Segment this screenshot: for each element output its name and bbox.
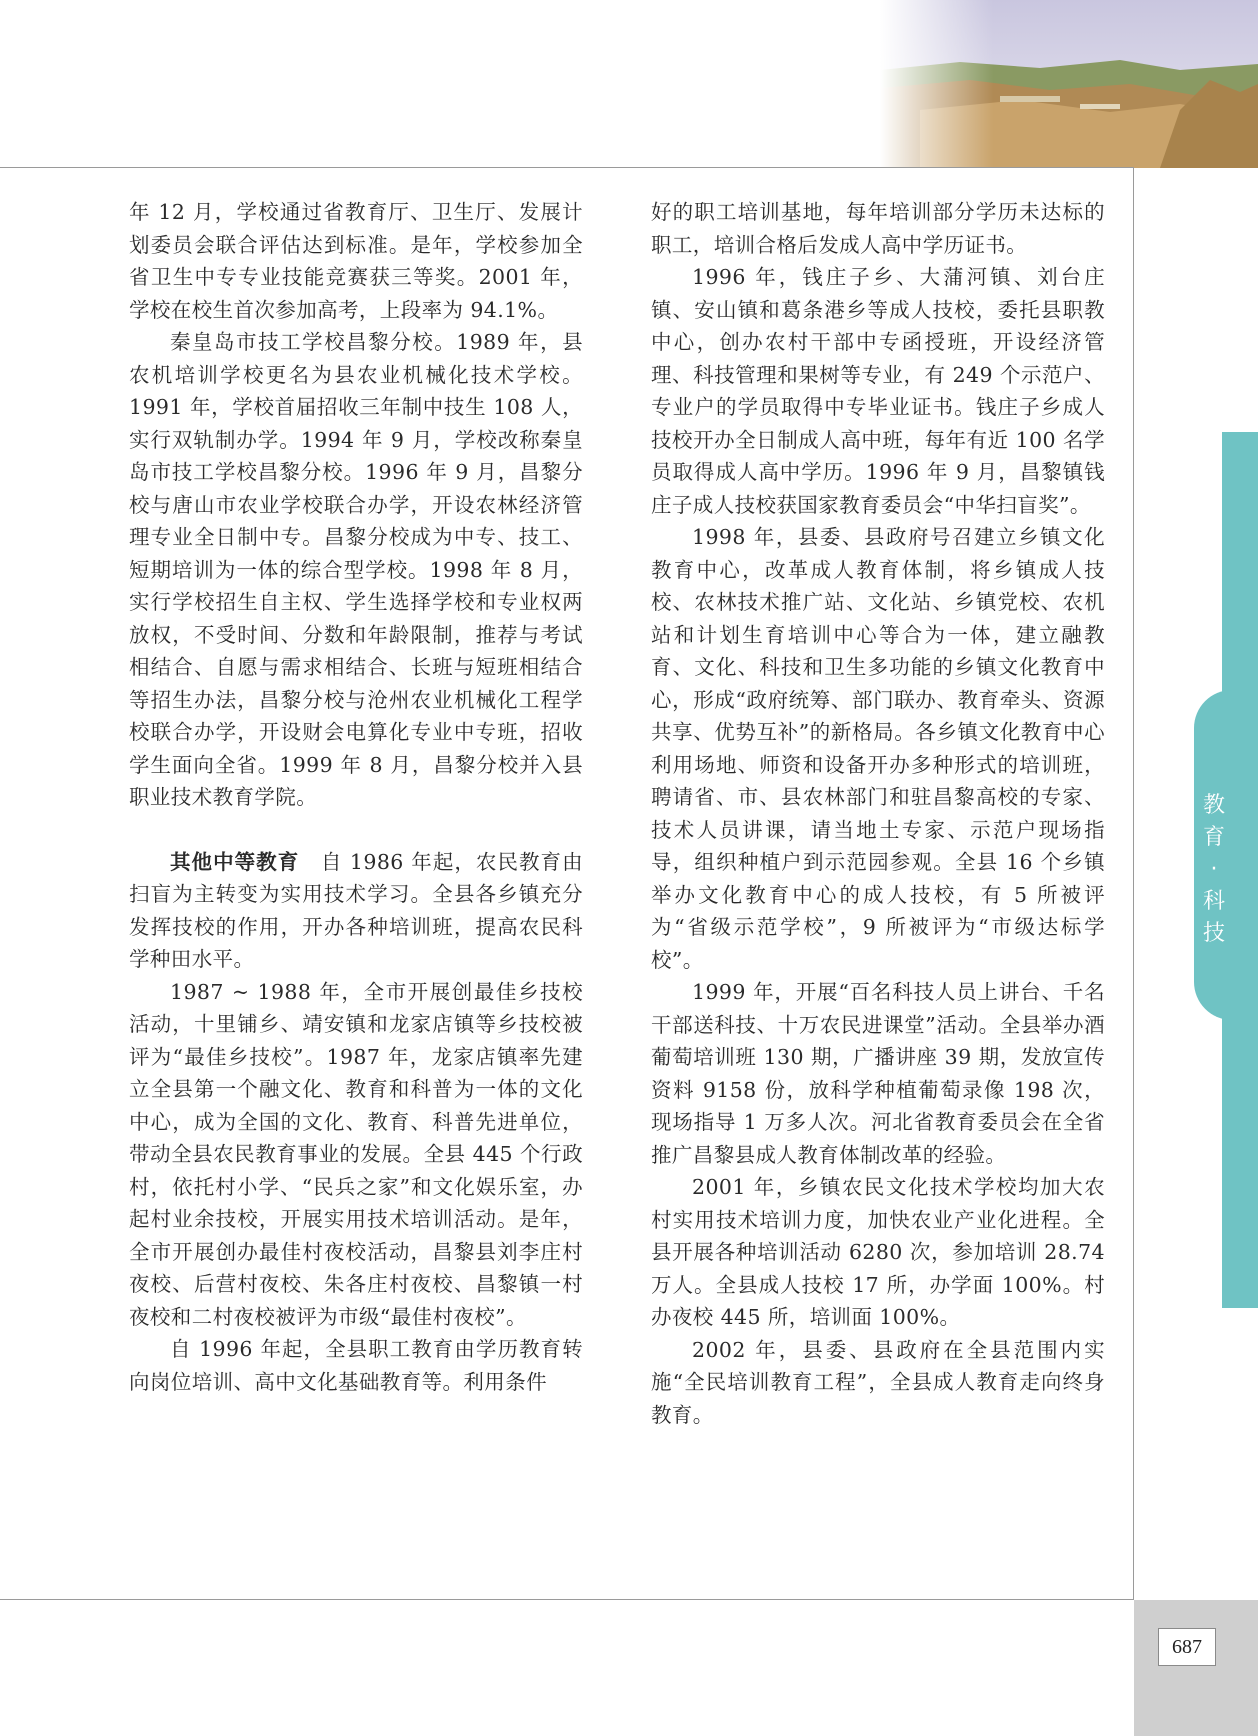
paragraph: 好的职工培训基地，每年培训部分学历未达标的职工，培训合格后发成人高中学历证书。 [651, 200, 1105, 257]
top-rule [0, 167, 1134, 168]
paragraph: 年 12 月，学校通过省教育厅、卫生厅、发展计划委员会联合评估达到标准。是年，学校参加全省卫生中专专业技能竞赛获三等奖。2001 年，学校在校生首次参加高考，上段率为 94.1%。 [129, 200, 583, 322]
section-heading: 其他中等教育 [170, 849, 300, 874]
bottom-rule [0, 1599, 1134, 1600]
header-landscape-photo [880, 0, 1258, 168]
chapter-label-char: 教 [1202, 793, 1225, 818]
paragraph: 2001 年，乡镇农民文化技术学校均加大农村实用技术培训力度，加快农业产业化进程。全县开展各种培训活动 6280 次，参加培训 28.74 万人。全县成人技校 17 所，办学面 100%。村办夜校 445 所，培训面 100%。 [651, 1175, 1105, 1329]
chapter-label [1194, 790, 1234, 950]
paragraph: 1999 年，开展“百名科技人员上讲台、千名干部送科技、十万农民进课堂”活动。全县举办酒葡萄培训班 130 期，广播讲座 39 期，发放宣传资料 9158 份，放科学种植葡萄录像 198 次，现场指导 1 万多人次。河北省教育委员会在全省推广昌黎县成人教育体制改革的经验。 [651, 980, 1105, 1167]
paragraph: 2002 年，县委、县政府在全县范围内实施“全民培训教育工程”，全县成人教育走向终身教育。 [651, 1337, 1105, 1427]
paragraph-text: 自 1986 年起，农民教育由扫盲为主转变为实用技术学习。全县各乡镇充分发挥技校的作用，开办各种培训班，提高农民科学种田水平。 [129, 849, 583, 971]
paragraph: 秦皇岛市技工学校昌黎分校。1989 年，县农机培训学校更名为县农业机械化技术学校。1991 年，学校首届招收三年制中技生 108 人，实行双轨制办学。1994 年 9 月，学校改称秦皇岛市技工学校昌黎分校。1996 年 9 月，昌黎分校与唐山市农业学校联合办学，开设农林经济管理专业全日制中专。昌黎分校成为中专、技工、短期培训为一体的综合型学校。1998 年 8 月，实行学校招生自主权、学生选择学校和专业权两放权，不受时间、分数和年龄限制，推荐与考试相结合、自愿与需求相结合、长班与短班相结合等招生办法，昌黎分校与沧州农业机械化工程学校联合办学，开设财会电算化专业中专班，招收学生面向全省。1999 年 8 月，昌黎分校并入县职业技术教育学院。 [129, 330, 583, 809]
right-column [651, 196, 1105, 1431]
chapter-label-char: · [1210, 857, 1218, 882]
chapter-label-char: 育 [1202, 825, 1225, 850]
chapter-label-char: 技 [1202, 921, 1225, 946]
paragraph: 1987 ~ 1988 年，全市开展创最佳乡技校活动，十里铺乡、靖安镇和龙家店镇等乡技校被评为“最佳乡技校”。1987 年，龙家店镇率先建立全县第一个融文化、教育和科普为一体的文化中心，成为全国的文化、教育、科普先进单位，带动全县农民教育事业的发展。全县 445 个行政村，依托村小学、“民兵之家”和文化娱乐室，办起村业余技校，开展实用技术培训活动。是年，全市开展创办最佳村夜校活动，昌黎县刘李庄村夜校、后营村夜校、朱各庄村夜校、昌黎镇一村夜校和二村夜校被评为市级“最佳村夜校”。 [129, 979, 583, 1329]
chapter-label-char: 科 [1202, 889, 1225, 914]
footer-block [1134, 1600, 1258, 1736]
page-number: 687 [1158, 1628, 1216, 1666]
left-column [129, 196, 583, 1398]
paragraph: 1998 年，县委、县政府号召建立乡镇文化教育中心，改革成人教育体制，将乡镇成人技校、农林技术推广站、文化站、乡镇党校、农机站和计划生育培训中心等合为一体，建立融教育、文化、科技和卫生多功能的乡镇文化教育中心，形成“政府统筹、部门联办、教育牵头、资源共享、优势互补”的新格局。各乡镇文化教育中心利用场地、师资和设备开办多种形式的培训班，聘请省、市、县农林部门和驻昌黎高校的专家、技术人员讲课，请当地土专家、示范户现场指导，组织种植户到示范园参观。全县 16 个乡镇举办文化教育中心的成人技校，有 5 所被评为“省级示范学校”，9 所被评为“市级达标学校”。 [651, 525, 1105, 972]
paragraph: 1996 年，钱庄子乡、大蒲河镇、刘台庄镇、安山镇和葛条港乡等成人技校，委托县职教中心，创办农村干部中专函授班，开设经济管理、科技管理和果树等专业，有 249 个示范户、专业户的学员取得中专毕业证书。钱庄子乡成人技校开办全日制成人高中班，每年有近 100 名学员取得成人高中学历。1996 年 9 月，昌黎镇钱庄子成人技校获国家教育委员会“中华扫盲奖”。 [651, 265, 1105, 517]
paragraph [129, 846, 583, 976]
right-rule [1133, 168, 1134, 1600]
paragraph: 自 1996 年起，全县职工教育由学历教育转向岗位培训、高中文化基础教育等。利用条件 [129, 1337, 583, 1394]
